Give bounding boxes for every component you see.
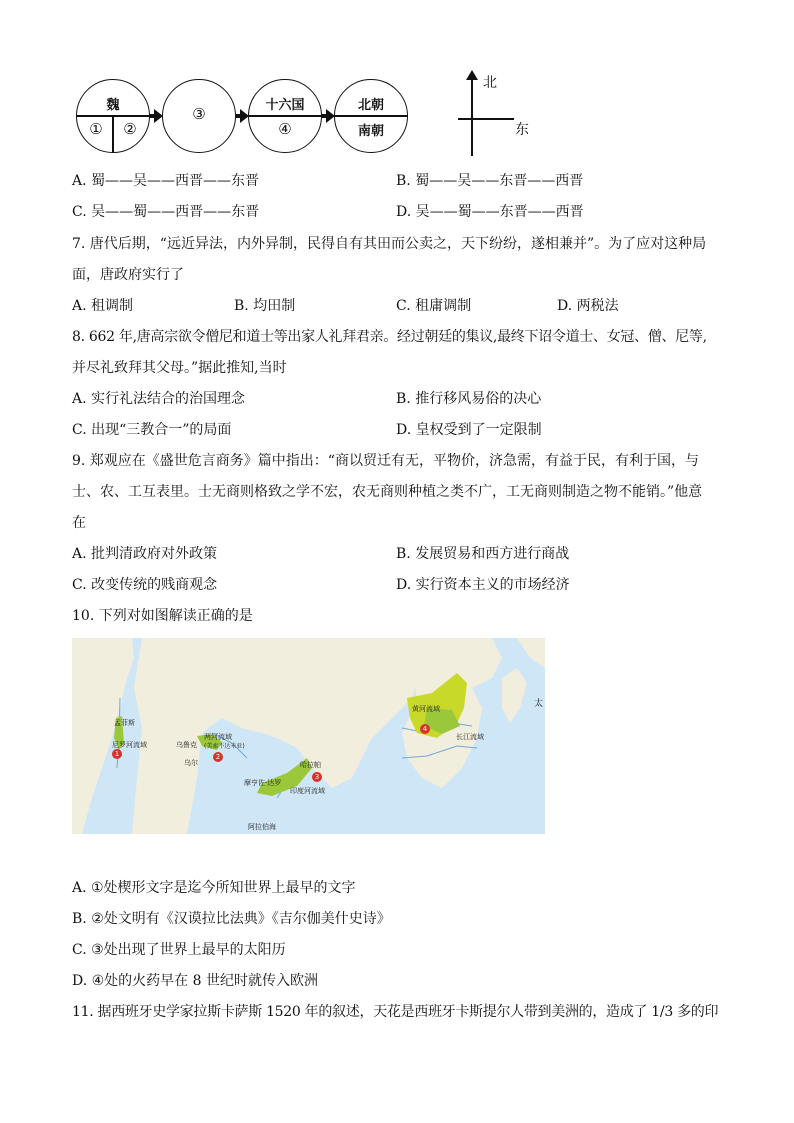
map-label-uruk: 乌鲁克 [176, 741, 197, 749]
q10-option-b: B. ②处文明有《汉谟拉比法典》《吉尔伽美什史诗》 [72, 911, 391, 927]
map-label-mesopotamia: 两河流域 [204, 733, 232, 741]
q7-stem-line1: 7. 唐代后期，“远近异法，内外异制，民得自有其田而公卖之，天下纷纷，遂相兼并”。为了应对这种局 [72, 236, 707, 252]
blank-4: ④ [278, 120, 292, 138]
q6-option-a: A. 蜀——吴——西晋——东晋 [72, 173, 260, 189]
q8-stem-line2: 并尽礼致拜其父母。”据此推知,当时 [72, 360, 287, 376]
blank-1: ① [89, 120, 103, 138]
map-marker-2: 2 [213, 752, 223, 762]
arrow-3 [322, 114, 328, 118]
map-label-memphis: 孟菲斯 [114, 719, 135, 727]
map-label-ur: 乌尔 [184, 759, 198, 767]
q6-option-c: C. 吴——蜀——西晋——东晋 [72, 204, 260, 220]
q9-option-a: A. 批判清政府对外政策 [72, 546, 218, 562]
circle-16-hline [249, 115, 321, 117]
q7-option-d: D. 两税法 [557, 298, 619, 314]
map-label-yangtze: 长江流域 [456, 733, 484, 741]
q9-stem-line3: 在 [72, 515, 86, 531]
q7-option-c: C. 租庸调制 [396, 298, 472, 314]
arrow-1 [150, 114, 156, 118]
circle-dynasties-hline [335, 115, 407, 117]
map-label-pacific: 太 [534, 699, 544, 709]
q7-option-a: A. 租调制 [72, 298, 134, 314]
map-label-harappa: 哈拉帕 [300, 761, 321, 769]
southern-dynasties-label: 南朝 [357, 124, 384, 139]
compass-horizontal [458, 118, 514, 120]
q8-option-a: A. 实行礼法结合的治国理念 [72, 391, 246, 407]
blank-2: ② [123, 120, 137, 138]
q9-option-b: B. 发展贸易和西方进行商战 [396, 546, 570, 562]
map-marker-3: 3 [312, 772, 322, 782]
compass-north-label: 北 [483, 75, 497, 91]
q9-stem-line1: 9. 郑观应在《盛世危言商务》篇中指出：“商以贸迁有无，平物价，济急需，有益于民，有利于国，与 [72, 453, 699, 469]
map-label-mohenjo-daro: 摩亨佐·达罗 [244, 779, 282, 787]
q9-option-c: C. 改变传统的贱商观念 [72, 577, 218, 593]
compass-arrow-north-icon [466, 70, 478, 80]
compass-east-label: 东 [515, 122, 529, 138]
compass-vertical [471, 78, 473, 156]
northern-dynasties-label: 北朝 [357, 98, 384, 113]
q10-stem: 10. 下列对如图解读正确的是 [72, 608, 253, 624]
circle-wei-vline [112, 116, 114, 152]
q9-stem-line2: 士、农、工互表里。士无商则格致之学不宏，农无商则种植之类不广，工无商则制造之物不能销。”他意 [72, 484, 703, 500]
q8-option-d: D. 皇权受到了一定限制 [396, 422, 542, 438]
map-label-arabian-sea: 阿拉伯海 [248, 823, 276, 831]
wei-label: 魏 [106, 98, 120, 113]
map-label-yellow-river: 黄河流域 [412, 705, 440, 713]
arrow-2 [236, 114, 242, 118]
q11-stem-line1: 11. 据西班牙史学家拉斯卡萨斯 1520 年的叙述，天花是西班牙卡斯提尔人带到美洲的，造成了 1/3 多的印 [72, 1004, 719, 1020]
map-label-mesopotamia-sub: (美索不达米亚) [204, 743, 245, 750]
q8-option-c: C. 出现“三教合一”的局面 [72, 422, 232, 438]
map-marker-4: 4 [420, 724, 430, 734]
q7-stem-line2: 面，唐政府实行了 [72, 267, 184, 283]
map-marker-1: 1 [112, 749, 122, 759]
ancient-civilizations-map [72, 638, 545, 834]
q9-option-d: D. 实行资本主义的市场经济 [396, 577, 570, 593]
q7-option-b: B. 均田制 [234, 298, 296, 314]
q10-option-c: C. ③处出现了世界上最早的太阳历 [72, 942, 286, 958]
q6-option-b: B. 蜀——吴——东晋——西晋 [396, 173, 584, 189]
q6-option-d: D. 吴——蜀——东晋——西晋 [396, 204, 584, 220]
q10-option-a: A. ①处楔形文字是迄今所知世界上最早的文字 [72, 880, 356, 896]
sixteen-kingdoms-label: 十六国 [265, 98, 305, 113]
blank-3: ③ [192, 105, 206, 123]
map-label-nile: 尼罗河流域 [112, 741, 147, 749]
q8-stem-line1: 8. 662 年,唐高宗欲令僧尼和道士等出家人礼拜君亲。经过朝廷的集议,最终下诏令道士、女冠、僧、尼等, [72, 329, 707, 345]
q8-option-b: B. 推行移风易俗的决心 [396, 391, 542, 407]
map-label-indus: 印度河流域 [290, 787, 325, 795]
q10-option-d: D. ④处的火药早在 8 世纪时就传入欧洲 [72, 973, 318, 989]
